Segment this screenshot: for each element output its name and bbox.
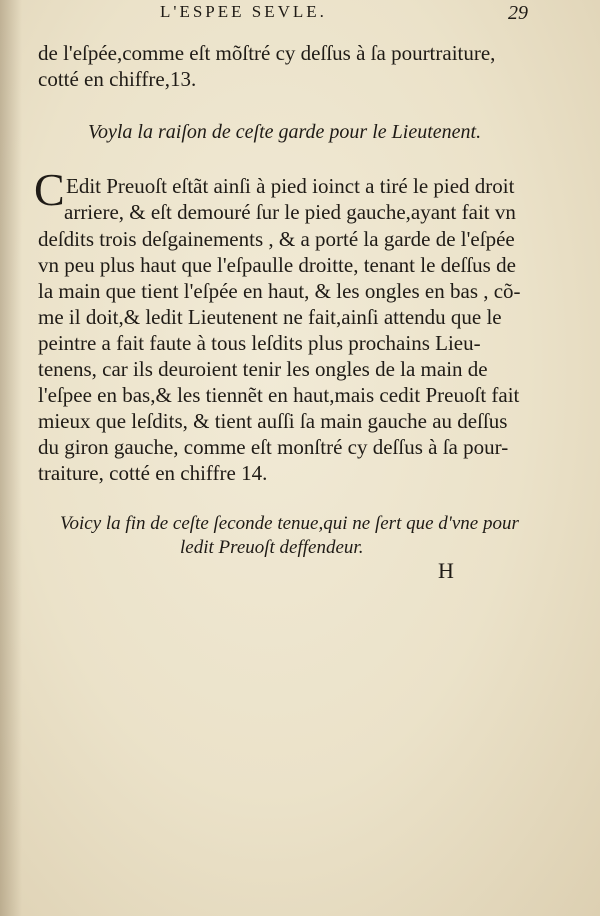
paragraph-line: du giron gauche, comme eſt monſtré cy deſſus à ſa pour- xyxy=(38,435,509,459)
drop-capital: C xyxy=(34,164,65,215)
closing-line: Voicy la fin de ceſte ſeconde tenue,qui ne ſert que d'vne pour xyxy=(60,513,519,534)
gutter-shadow xyxy=(0,0,22,916)
paragraph-line: l'eſpee en bas,& les tiennẽt en haut,mais cedit Preuoſt fait xyxy=(38,383,520,407)
paragraph-line: cotté en chiffre,13. xyxy=(38,67,197,91)
paragraph-line: peintre a fait faute à tous leſdits plus prochains Lieu- xyxy=(38,331,481,355)
paragraph-line: traiture, cotté en chiffre 14. xyxy=(38,461,268,485)
paragraph-line: de l'eſpée,comme eſt mõſtré cy deſſus à ſa pourtraiture, xyxy=(38,41,496,65)
paragraph-line: tenens, car ils deuroient tenir les ongles de la main de xyxy=(38,357,488,381)
paragraph-line: me il doit,& ledit Lieutenent ne fait,ainſi attendu que le xyxy=(38,305,502,329)
running-title: L'ESPEE SEVLE. xyxy=(160,2,327,21)
section-heading: Voyla la raiſon de ceſte garde pour le Lieutenent. xyxy=(88,121,482,143)
show-through-text xyxy=(300,604,305,627)
signature-mark: H xyxy=(438,558,454,583)
paragraph-line: vn peu plus haut que l'eſpaulle droitte, tenant le deſſus de xyxy=(38,253,516,277)
paragraph-line: mieux que leſdits, & tient auſſi ſa main gauche au deſſus xyxy=(38,409,508,433)
paragraph-line: la main que tient l'eſpée en haut, & les ongles en bas , cõ- xyxy=(38,279,521,303)
paragraph-line: arriere, & eſt demouré ſur le pied gauche,ayant fait vn xyxy=(64,200,516,224)
closing-line: ledit Preuoſt deffendeur. xyxy=(180,537,364,558)
page-number: 29 xyxy=(508,2,528,24)
paragraph-line: Edit Preuoſt eſtãt ainſi à pied ioinct a tiré le pied droit xyxy=(66,174,515,198)
paragraph-line: deſdits trois deſgainements , & a porté la garde de l'eſpée xyxy=(38,227,515,251)
